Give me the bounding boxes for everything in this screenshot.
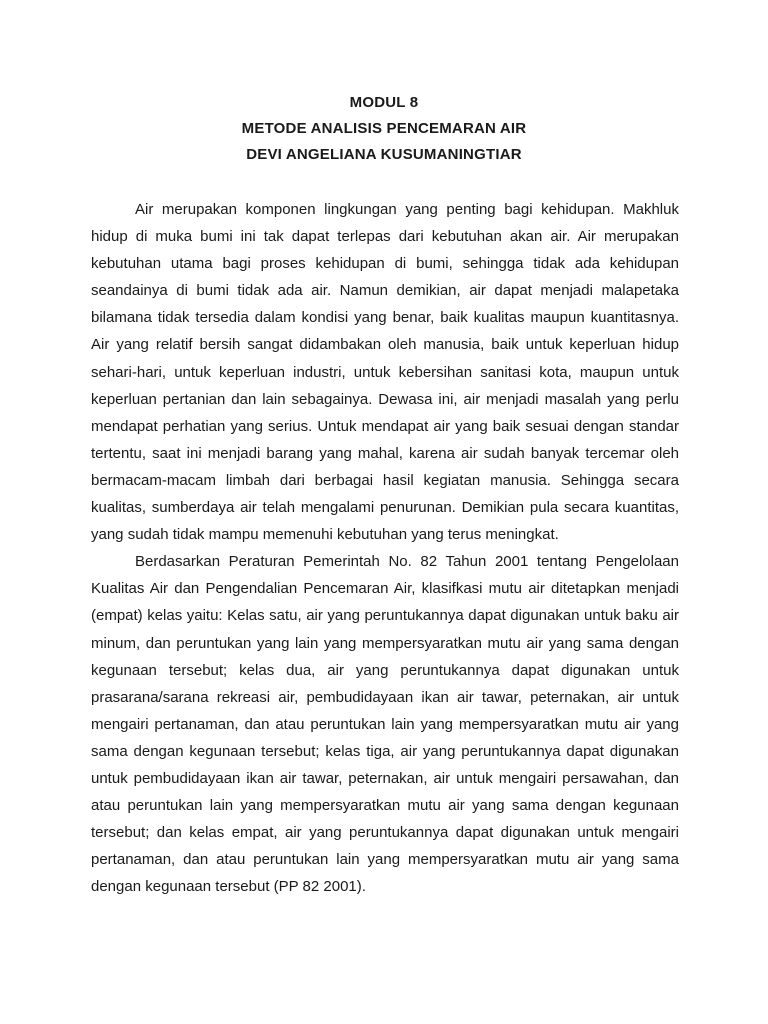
title-block: [0, 90, 768, 168]
body-text: [91, 196, 679, 900]
paragraph: Berdasarkan Peraturan Pemerintah No. 82 Tahun 2001 tentang Pengelolaan Kualitas Air dan Pengendalian Pencemaran Air, klasifkasi mutu air ditetapkan menjadi (empat) kelas yaitu: Kelas satu, air yang peruntukannya dapat digunakan untuk baku air minum, dan peruntukan yang lain yang mempersyaratkan mutu air yang sama dengan kegunaan tersebut; kelas dua, air yang peruntukannya dapat digunakan untuk prasarana/sarana rekreasi air, pembudidayaan ikan air tawar, peternakan, air untuk mengairi pertanaman, dan atau peruntukan lain yang mempersyaratkan mutu air yang sama dengan kegunaan tersebut; kelas tiga, air yang peruntukannya dapat digunakan untuk pembudidayaan ikan air tawar, peternakan, air untuk mengairi persawahan, dan atau peruntukan lain yang mempersyaratkan mutu air yang sama dengan kegunaan tersebut; dan kelas empat, air yang peruntukannya dapat digunakan untuk mengairi pertanaman, dan atau peruntukan lain yang mempersyaratkan mutu air yang sama dengan kegunaan tersebut (PP 82 2001).: [91, 553, 679, 896]
paragraph: Air merupakan komponen lingkungan yang penting bagi kehidupan. Makhluk hidup di muka bumi ini tak dapat terlepas dari kebutuhan akan air. Air merupakan kebutuhan utama bagi proses kehidupan di bumi, sehingga tidak ada kehidupan seandainya di bumi tidak ada air. Namun demikian, air dapat menjadi malapetaka bilamana tidak tersedia dalam kondisi yang benar, baik kualitas maupun kuantitasnya. Air yang relatif bersih sangat didambakan oleh manusia, baik untuk keperluan hidup sehari-hari, untuk keperluan industri, untuk kebersihan sanitasi kota, maupun untuk keperluan pertanian dan lain sebagainya. Dewasa ini, air menjadi masalah yang perlu mendapat perhatian yang serius. Untuk mendapat air yang baik sesuai dengan standar tertentu, saat ini menjadi barang yang mahal, karena air sudah banyak tercemar oleh bermacam-macam limbah dari berbagai hasil kegiatan manusia. Sehingga secara kualitas, sumberdaya air telah mengalami penurunan. Demikian pula secara kuantitas, yang sudah tidak mampu memenuhi kebutuhan yang terus meningkat.: [91, 201, 679, 544]
module-label: MODUL 8: [349, 94, 419, 111]
author-name: DEVI ANGELIANA KUSUMANINGTIAR: [246, 146, 522, 163]
document-title: METODE ANALISIS PENCEMARAN AIR: [241, 120, 527, 137]
